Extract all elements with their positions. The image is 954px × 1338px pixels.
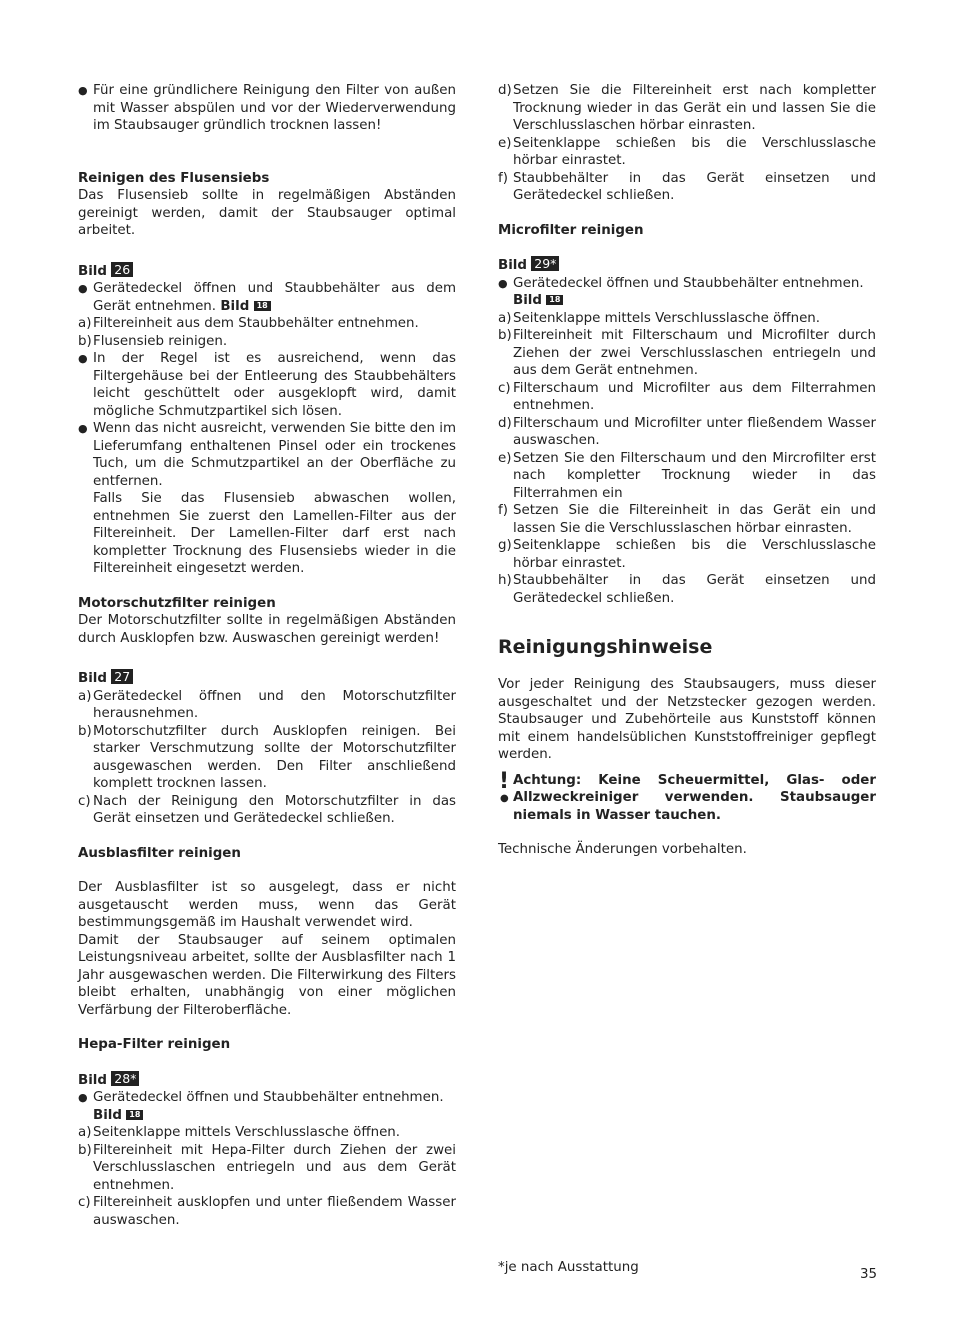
list-item: b) Filtereinheit mit Filterschaum und Microfilter durch Ziehen der zwei Verschlusslaschen entriegeln und aus dem Gerät entnehmen. bbox=[498, 328, 876, 378]
section-title-reinigungshinweise: Reinigungshinweise bbox=[498, 636, 713, 658]
section-heading-ausblasfilter: Ausblasfilter reinigen bbox=[78, 845, 241, 861]
figure-number-badge: 27 bbox=[111, 669, 133, 684]
figure-number-badge: 29* bbox=[531, 256, 559, 271]
figure-ref-badge: 18 bbox=[126, 1110, 143, 1120]
left-column bbox=[78, 82, 456, 1229]
section-heading-hepa-filter: Hepa-Filter reinigen bbox=[78, 1037, 231, 1052]
paragraph: Der Ausblasfilter ist so ausgelegt, dass er nicht ausgetauscht werden muss, wenn das Gerät bestimmungsgemäß im Haushalt verwendet wird. bbox=[78, 880, 456, 930]
right-column bbox=[498, 82, 876, 859]
bullet-icon: ● bbox=[78, 352, 88, 365]
list-item: b) Motorschutzfilter durch Ausklopfen reinigen. Bei starker Verschmutzung sollte der Motorschutzfilter ausgewaschen werden. Den Filter anschließend komplett trocknen lassen. bbox=[78, 723, 456, 791]
list-item: a) Seitenklappe mittels Verschlusslasche öffnen. bbox=[498, 310, 821, 326]
paragraph: Das Flusensieb sollte in regelmäßigen Abständen gereinigt werden, damit der Staubsauger optimal arbeitet. bbox=[78, 188, 456, 238]
list-item: b) Filtereinheit mit Hepa-Filter durch Ziehen der zwei Verschlusslaschen entriegeln und aus dem Gerät entnehmen. bbox=[78, 1142, 456, 1193]
figure-reference: Bild 26 bbox=[78, 262, 456, 281]
list-item: e) Seitenklappe schießen bis die Verschlusslasche hörbar einrastet. bbox=[498, 135, 876, 168]
figure-number-badge: 26 bbox=[111, 262, 133, 277]
figure-number-badge: 28* bbox=[111, 1071, 139, 1086]
figure-ref-badge: 18 bbox=[254, 301, 271, 311]
list-item: g) Seitenklappe schießen bis die Verschlusslasche hörbar einrastet. bbox=[498, 538, 876, 571]
list-item: c) Filtereinheit ausklopfen und unter fließendem Wasser auswaschen. bbox=[78, 1195, 456, 1228]
bullet-icon: ● bbox=[78, 422, 88, 435]
list-item: e) Setzen Sie den Filterschaum und den Mircrofilter erst nach kompletter Trocknung wieder in das Filterrahmen ein bbox=[498, 450, 876, 501]
list-item: c) Filterschaum und Microfilter aus dem Filterrahmen entnehmen. bbox=[498, 380, 876, 413]
list-item: d) Setzen Sie die Filtereinheit erst nach kompletter Trocknung wieder in das Gerät ein und lassen Sie die Verschlusslaschen hörbar einrasten. bbox=[498, 83, 876, 133]
bullet-icon: ● bbox=[78, 84, 88, 97]
list-item: ● Für eine gründlichere Reinigung den Filter von außen mit Wasser abspülen und vor der Wiederverwendung im Staubsauger gründlich trocknen lassen! bbox=[78, 83, 456, 133]
figure-reference: Bild 29* bbox=[498, 256, 876, 275]
list-item: c) Nach der Reinigung den Motorschutzfilter in das Gerät einsetzen und Gerätedeckel schließen. bbox=[78, 793, 456, 826]
list-item: ● Gerätedeckel öffnen und Staubbehälter entnehmen. Bild 18 bbox=[78, 1090, 444, 1123]
list-item: d) Filterschaum und Microfilter unter fließendem Wasser auswaschen. bbox=[498, 415, 876, 448]
exclamation-icon: ! bbox=[498, 768, 510, 794]
list-item: a) Filtereinheit aus dem Staubbehälter entnehmen. bbox=[78, 316, 419, 331]
section-heading-flusensieb: Reinigen des Flusensiebs bbox=[78, 170, 270, 186]
figure-ref-badge: 18 bbox=[546, 295, 563, 305]
list-item: ● Gerätedeckel öffnen und Staubbehälter aus dem Gerät entnehmen. Bild 18 bbox=[78, 281, 456, 314]
list-item: ● Gerätedeckel öffnen und Staubbehälter entnehmen. Bild 18 bbox=[498, 275, 864, 308]
list-item: b) Flusensieb reinigen. bbox=[78, 333, 228, 349]
paragraph: Der Motorschutzfilter sollte in regelmäßigen Abständen durch Ausklopfen bzw. Auswaschen gereinigt werden! bbox=[78, 613, 456, 646]
list-item: ● In der Regel ist es ausreichend, wenn das Filtergehäuse bei der Entleerung des Staubbehälters leicht geschüttelt oder ausgeklopft wird, damit mögliche Schmutzpartikel sich lösen. bbox=[78, 351, 456, 419]
list-item: ● Wenn das nicht ausreicht, verwenden Sie bitte den im Lieferumfang enthaltenen Pinsel oder ein trockenes Tuch, um die Schmutzpartikel an der Oberfläche zu entfernen. Falls Sie das Flusensieb abwaschen wollen, entnehmen Sie zuerst den Lamellen-Filter aus der Filtereinheit. Der Lamellen-Filter darf erst nach kompletter Trocknung des Flusensiebs wieder in die Filtereinheit eingesetzt werden. bbox=[78, 421, 456, 576]
bullet-icon: ● bbox=[78, 1091, 88, 1104]
footnote: *je nach Ausstattung bbox=[498, 1260, 639, 1275]
list-item: a) Seitenklappe mittels Verschlusslasche öffnen. bbox=[78, 1125, 401, 1140]
list-item: f) Staubbehälter in das Gerät einsetzen und Gerätedeckel schließen. bbox=[498, 170, 876, 203]
bullet-icon: ● bbox=[78, 282, 88, 295]
paragraph: Technische Änderungen vorbehalten. bbox=[498, 842, 747, 857]
page-number: 35 bbox=[860, 1267, 878, 1282]
figure-reference: Bild 27 bbox=[78, 669, 456, 688]
bullet-icon: ● bbox=[498, 276, 508, 290]
section-heading-microfilter: Microfilter reinigen bbox=[498, 222, 644, 238]
section-heading-motorschutzfilter: Motorschutzfilter reinigen bbox=[78, 595, 276, 611]
list-item: a) Gerätedeckel öffnen und den Motorschutzfilter herausnehmen. bbox=[78, 688, 456, 721]
warning-note: ! ● Achtung: Keine Scheuermittel, Glas- oder Allzweckreiniger verwenden. Staubsauger niemals in Wasser tauchen. bbox=[498, 768, 876, 823]
list-item: h) Staubbehälter in das Gerät einsetzen und Gerätedeckel schließen. bbox=[498, 573, 876, 606]
figure-reference: Bild 28* bbox=[78, 1071, 456, 1090]
paragraph: Vor jeder Reinigung des Staubsaugers, muss dieser ausgeschaltet und der Netzstecker gezogen werden. Staubsauger und Zubehörteile aus Kunststoff können mit einem handelsüblichen Kunststoffreiniger gepflegt werden. bbox=[498, 677, 876, 762]
paragraph: Damit der Staubsauger auf seinem optimalen Leistungsniveau arbeitet, sollte der Ausblasfilter nach 1 Jahr ausgewaschen werden. Die Filterwirkung des Filters bleibt erhalten, unabhängig von einer möglichen Verfärbung der Filteroberfläche. bbox=[78, 932, 456, 1018]
bullet-icon: ● bbox=[500, 792, 509, 804]
list-item: f) Setzen Sie die Filtereinheit in das Gerät ein und lassen Sie die Verschlusslaschen hörbar einrasten. bbox=[498, 503, 876, 536]
